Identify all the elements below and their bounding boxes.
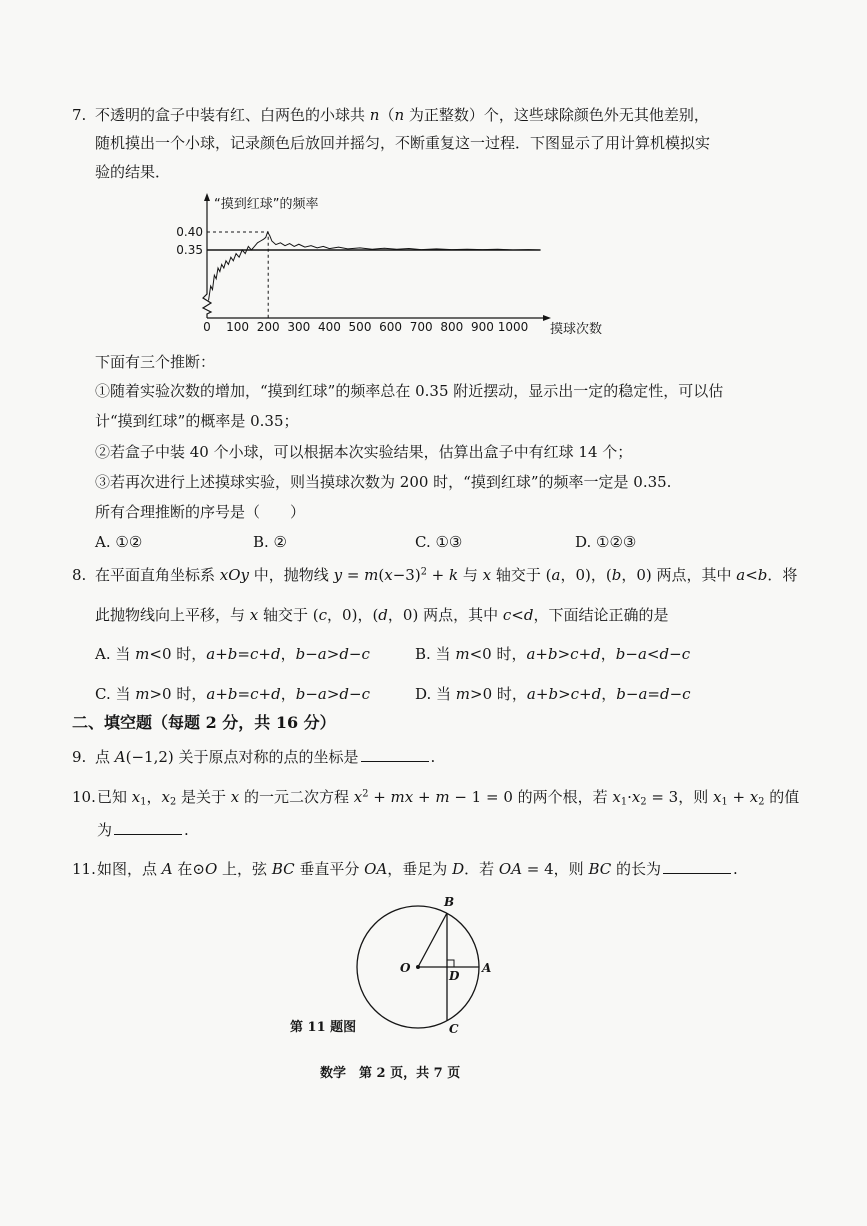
math-variable: x: [482, 566, 492, 584]
x-tick-label: 700: [409, 320, 433, 334]
math-variable: m: [135, 645, 150, 663]
question-8-option-a: [95, 644, 370, 664]
x-tick-label: 500: [348, 320, 372, 334]
superscript: 2: [420, 566, 427, 578]
figure-caption: 第 11 题图: [290, 1020, 357, 1035]
question-8-text-line-2: [95, 605, 668, 625]
math-variable: k: [449, 566, 459, 584]
text-segment: <: [646, 645, 660, 663]
text-segment: 是关于: [176, 788, 231, 806]
superscript: 2: [362, 788, 369, 800]
text-segment: D. 当: [415, 685, 456, 703]
text-segment: =: [237, 685, 251, 703]
x-tick-label: 600: [379, 320, 403, 334]
text-segment: 如图，点: [97, 860, 162, 878]
text-segment: 为正整数）个，这些球除颜色外无其他差别，: [404, 106, 709, 124]
math-variable: c: [502, 606, 512, 624]
math-variable: x: [631, 788, 641, 806]
text-segment: .: [733, 860, 738, 878]
x-axis-arrow: [543, 315, 551, 321]
text-segment: (−1,2) 关于原点对称的点的坐标是: [125, 748, 359, 766]
text-segment: −: [348, 645, 362, 663]
math-variable: y: [333, 566, 343, 584]
center-point-o: [416, 965, 420, 969]
math-variable: b: [611, 566, 622, 584]
text-segment: −: [305, 685, 318, 703]
math-variable: x: [161, 788, 170, 806]
text-segment: <: [511, 606, 524, 624]
text-segment: +: [727, 788, 750, 806]
text-segment: 已知: [97, 788, 132, 806]
point-label-d: D: [449, 969, 460, 983]
text-segment: ·: [627, 788, 632, 806]
math-variable: b: [548, 685, 559, 703]
text-segment: −: [669, 685, 683, 703]
y-axis-arrow: [204, 193, 210, 201]
math-variable: c: [361, 645, 370, 663]
text-segment: =: [342, 566, 365, 584]
math-variable: d: [591, 645, 601, 663]
question-7-text-line-2: 随机摸出一个小球，记录颜色后放回并摇匀，不断重复这一过程．下图显示了用计算机模拟实: [95, 134, 711, 152]
math-variable: b: [227, 685, 238, 703]
x-tick-label: 900: [470, 320, 494, 334]
text-segment: ．将: [767, 566, 798, 584]
text-segment: +: [368, 788, 391, 806]
text-segment: ，: [600, 645, 616, 663]
math-variable: a: [551, 566, 561, 584]
math-variable: c: [570, 645, 579, 663]
x-axis-label: 摸球次数: [550, 322, 603, 337]
text-segment: = 4，则: [522, 860, 589, 878]
math-variable: OA: [498, 860, 523, 878]
math-variable: d: [271, 685, 281, 703]
statement-1-line-1: ①随着实验次数的增加，“摸到红球”的频率总在 0.35 附近摆动，显示出一定的稳定性，可以估: [95, 382, 724, 400]
math-variable: b: [615, 645, 626, 663]
math-variable: A: [161, 860, 173, 878]
subscript: 2: [758, 796, 765, 808]
x-tick-label: 0: [203, 320, 211, 334]
point-label-o: O: [400, 961, 411, 975]
text-segment: +: [578, 645, 592, 663]
math-variable: c: [570, 685, 580, 703]
text-segment: <0 时，: [469, 645, 527, 663]
text-segment: 的值: [764, 788, 800, 806]
question-7-option-c: C. ①③: [415, 533, 463, 551]
text-segment: .: [430, 748, 436, 766]
question-7-option-b: B. ②: [253, 533, 288, 551]
text-segment: +: [258, 645, 271, 663]
text-segment: >: [557, 645, 571, 663]
text-segment: ，0) 两点，其中: [621, 566, 737, 584]
statement-2: ②若盒子中装 40 个小球，可以根据本次实验结果，估算出盒子中有红球 14 个；: [95, 443, 633, 461]
x-tick-label: 400: [317, 320, 341, 334]
subscript: 1: [620, 796, 628, 808]
text-segment: （: [379, 106, 395, 124]
text-segment: −: [305, 645, 318, 663]
text-segment: ，: [280, 685, 296, 703]
subscript: 2: [640, 796, 647, 808]
math-variable: n: [369, 106, 380, 124]
question-7-text-line-3: 验的结果．: [95, 163, 171, 181]
math-variable: BC: [271, 860, 295, 878]
x-tick-label: 300: [287, 320, 311, 334]
text-segment: 上，弦: [217, 860, 272, 878]
text-segment: >0 时，: [149, 685, 207, 703]
answer-blank: [361, 747, 429, 762]
math-variable: a: [526, 645, 536, 663]
y-tick-label: 0.40: [176, 225, 203, 239]
y-axis-label: “摸到红球”的频率: [214, 197, 319, 212]
text-segment: ，: [146, 788, 162, 806]
text-segment: 中，抛物线: [249, 566, 334, 584]
math-variable: x: [612, 788, 621, 806]
text-segment: <: [745, 566, 758, 584]
y-axis: [203, 200, 211, 318]
text-segment: 为: [97, 821, 113, 839]
text-segment: 轴交于 (: [491, 566, 552, 584]
math-variable: x: [230, 788, 240, 806]
question-7-option-a: A. ①②: [95, 533, 143, 551]
text-segment: −: [625, 685, 639, 703]
right-angle-mark: [447, 960, 454, 967]
text-segment: −: [669, 645, 682, 663]
text-segment: −3): [392, 566, 421, 584]
question-11-text: [97, 859, 738, 879]
question-8-option-d: [415, 684, 691, 704]
question-10-text-line-2: [97, 820, 189, 840]
math-variable: c: [249, 645, 259, 663]
question-7-text-line-1: [95, 105, 709, 125]
math-variable: b: [295, 685, 306, 703]
text-segment: +: [258, 685, 272, 703]
text-segment: 点: [95, 748, 115, 766]
answer-blank: [663, 859, 731, 874]
math-variable: x: [749, 788, 759, 806]
text-segment: .: [184, 821, 189, 839]
math-variable: m: [455, 645, 470, 663]
x-tick-label: 100: [226, 320, 250, 334]
text-segment: =: [647, 685, 660, 703]
question-9-text: [95, 747, 435, 767]
text-segment: A. 当: [95, 645, 136, 663]
text-segment: <0 时，: [149, 645, 207, 663]
math-variable: D: [452, 860, 465, 878]
frequency-chart: [170, 190, 610, 340]
math-variable: d: [523, 606, 534, 624]
math-variable: a: [526, 685, 536, 703]
math-variable: n: [394, 106, 405, 124]
point-label-c: C: [449, 1022, 459, 1036]
text-segment: 在⊙: [172, 860, 205, 878]
math-variable: x: [712, 788, 722, 806]
text-segment: +: [413, 788, 436, 806]
question-11-number: 11.: [72, 860, 96, 878]
text-segment: ．若: [464, 860, 499, 878]
text-segment: ，下面结论正确的是: [533, 606, 669, 624]
math-variable: m: [455, 685, 471, 703]
question-7-intro: 下面有三个推断：: [95, 353, 216, 371]
subscript: 2: [169, 796, 177, 808]
page-footer: 数学 第 2 页，共 7 页: [320, 1066, 461, 1081]
math-variable: m: [135, 685, 150, 703]
math-variable: mx: [390, 788, 414, 806]
question-8-option-b: [415, 644, 690, 664]
point-label-b: B: [444, 895, 455, 909]
text-segment: 在平面直角坐标系: [95, 566, 220, 584]
math-variable: c: [681, 645, 691, 663]
text-segment: +: [535, 645, 548, 663]
math-variable: m: [435, 788, 450, 806]
question-10-number: 10.: [72, 788, 96, 806]
math-variable: c: [318, 606, 328, 624]
text-segment: 垂直平分: [294, 860, 365, 878]
text-segment: ，0) 两点，其中: [387, 606, 503, 624]
text-segment: = 3，则: [646, 788, 713, 806]
math-variable: c: [250, 685, 259, 703]
text-segment: +: [535, 685, 549, 703]
math-variable: a: [638, 685, 648, 703]
point-label-a: A: [482, 961, 492, 975]
math-variable: x: [131, 788, 141, 806]
text-segment: >: [326, 645, 340, 663]
section-heading: 二、填空题（每题 2 分，共 16 分）: [72, 713, 336, 732]
math-variable: c: [361, 685, 371, 703]
math-variable: OA: [364, 860, 388, 878]
math-variable: m: [364, 566, 379, 584]
math-variable: a: [317, 685, 327, 703]
text-segment: 的长为: [611, 860, 662, 878]
text-segment: − 1 = 0 的两个根，若: [449, 788, 613, 806]
question-7-number: 7.: [72, 106, 87, 124]
y-tick-label: 0.35: [176, 243, 203, 257]
math-variable: a: [206, 645, 216, 663]
text-segment: 轴交于 (: [258, 606, 319, 624]
text-segment: >: [326, 685, 340, 703]
math-variable: d: [659, 645, 670, 663]
math-variable: b: [547, 645, 558, 663]
answer-blank: [114, 820, 182, 835]
x-tick-label: 1000: [497, 320, 529, 334]
math-variable: a: [317, 645, 327, 663]
math-variable: x: [384, 566, 393, 584]
text-segment: ，0)，(: [327, 606, 379, 624]
subscript: 1: [140, 796, 147, 808]
text-segment: 与: [458, 566, 483, 584]
math-variable: b: [757, 566, 768, 584]
math-variable: d: [591, 685, 602, 703]
text-segment: 不透明的盒子中装有红、白两色的小球共: [95, 106, 370, 124]
statement-3: ③若再次进行上述摸球实验，则当摸球次数为 200 时，“摸到红球”的频率一定是 0.35.: [95, 473, 672, 491]
text-segment: >0 时，: [470, 685, 527, 703]
text-segment: C. 当: [95, 685, 136, 703]
circle-figure: [340, 890, 510, 1040]
math-variable: b: [227, 645, 238, 663]
math-variable: d: [659, 685, 670, 703]
question-7-prompt: 所有合理推断的序号是（ ）: [95, 503, 306, 521]
math-variable: d: [270, 645, 281, 663]
text-segment: ，: [280, 645, 296, 663]
text-segment: (: [378, 566, 385, 584]
text-segment: −: [625, 645, 638, 663]
question-8-number: 8.: [72, 566, 87, 584]
question-10-text-line-1: [97, 787, 799, 807]
text-segment: +: [215, 685, 228, 703]
subscript: 1: [721, 796, 728, 808]
math-variable: b: [295, 645, 306, 663]
text-segment: ，: [601, 685, 617, 703]
math-variable: c: [682, 685, 691, 703]
text-segment: =: [237, 645, 250, 663]
math-variable: d: [339, 645, 349, 663]
math-variable: O: [204, 860, 218, 878]
math-variable: A: [114, 748, 126, 766]
question-9-number: 9.: [72, 748, 87, 766]
math-variable: b: [616, 685, 626, 703]
question-8-option-c: [95, 684, 370, 704]
segment-ob: [418, 913, 447, 967]
math-variable: d: [339, 685, 350, 703]
marker-dashed-line: [207, 232, 268, 318]
math-variable: BC: [588, 860, 612, 878]
math-variable: d: [378, 606, 388, 624]
text-segment: ，垂足为: [387, 860, 453, 878]
text-segment: +: [579, 685, 592, 703]
math-variable: x: [353, 788, 363, 806]
text-segment: B. 当: [415, 645, 456, 663]
math-variable: a: [637, 645, 647, 663]
text-segment: >: [558, 685, 571, 703]
series-line: [209, 232, 541, 300]
text-segment: +: [215, 645, 228, 663]
x-tick-label: 800: [440, 320, 464, 334]
text-segment: 的一元二次方程: [239, 788, 354, 806]
statement-1-line-2: 计“摸到红球”的概率是 0.35；: [95, 412, 299, 430]
text-segment: 此抛物线向上平移，与: [95, 606, 250, 624]
math-variable: a: [736, 566, 746, 584]
x-tick-label: 200: [256, 320, 280, 334]
math-variable: xOy: [219, 566, 250, 584]
text-segment: ，0)，(: [560, 566, 612, 584]
text-segment: −: [349, 685, 362, 703]
math-variable: a: [206, 685, 216, 703]
question-8-text-line-1: [95, 565, 797, 585]
math-variable: x: [249, 606, 259, 624]
question-7-option-d: D. ①②③: [575, 533, 637, 551]
text-segment: +: [426, 566, 450, 584]
